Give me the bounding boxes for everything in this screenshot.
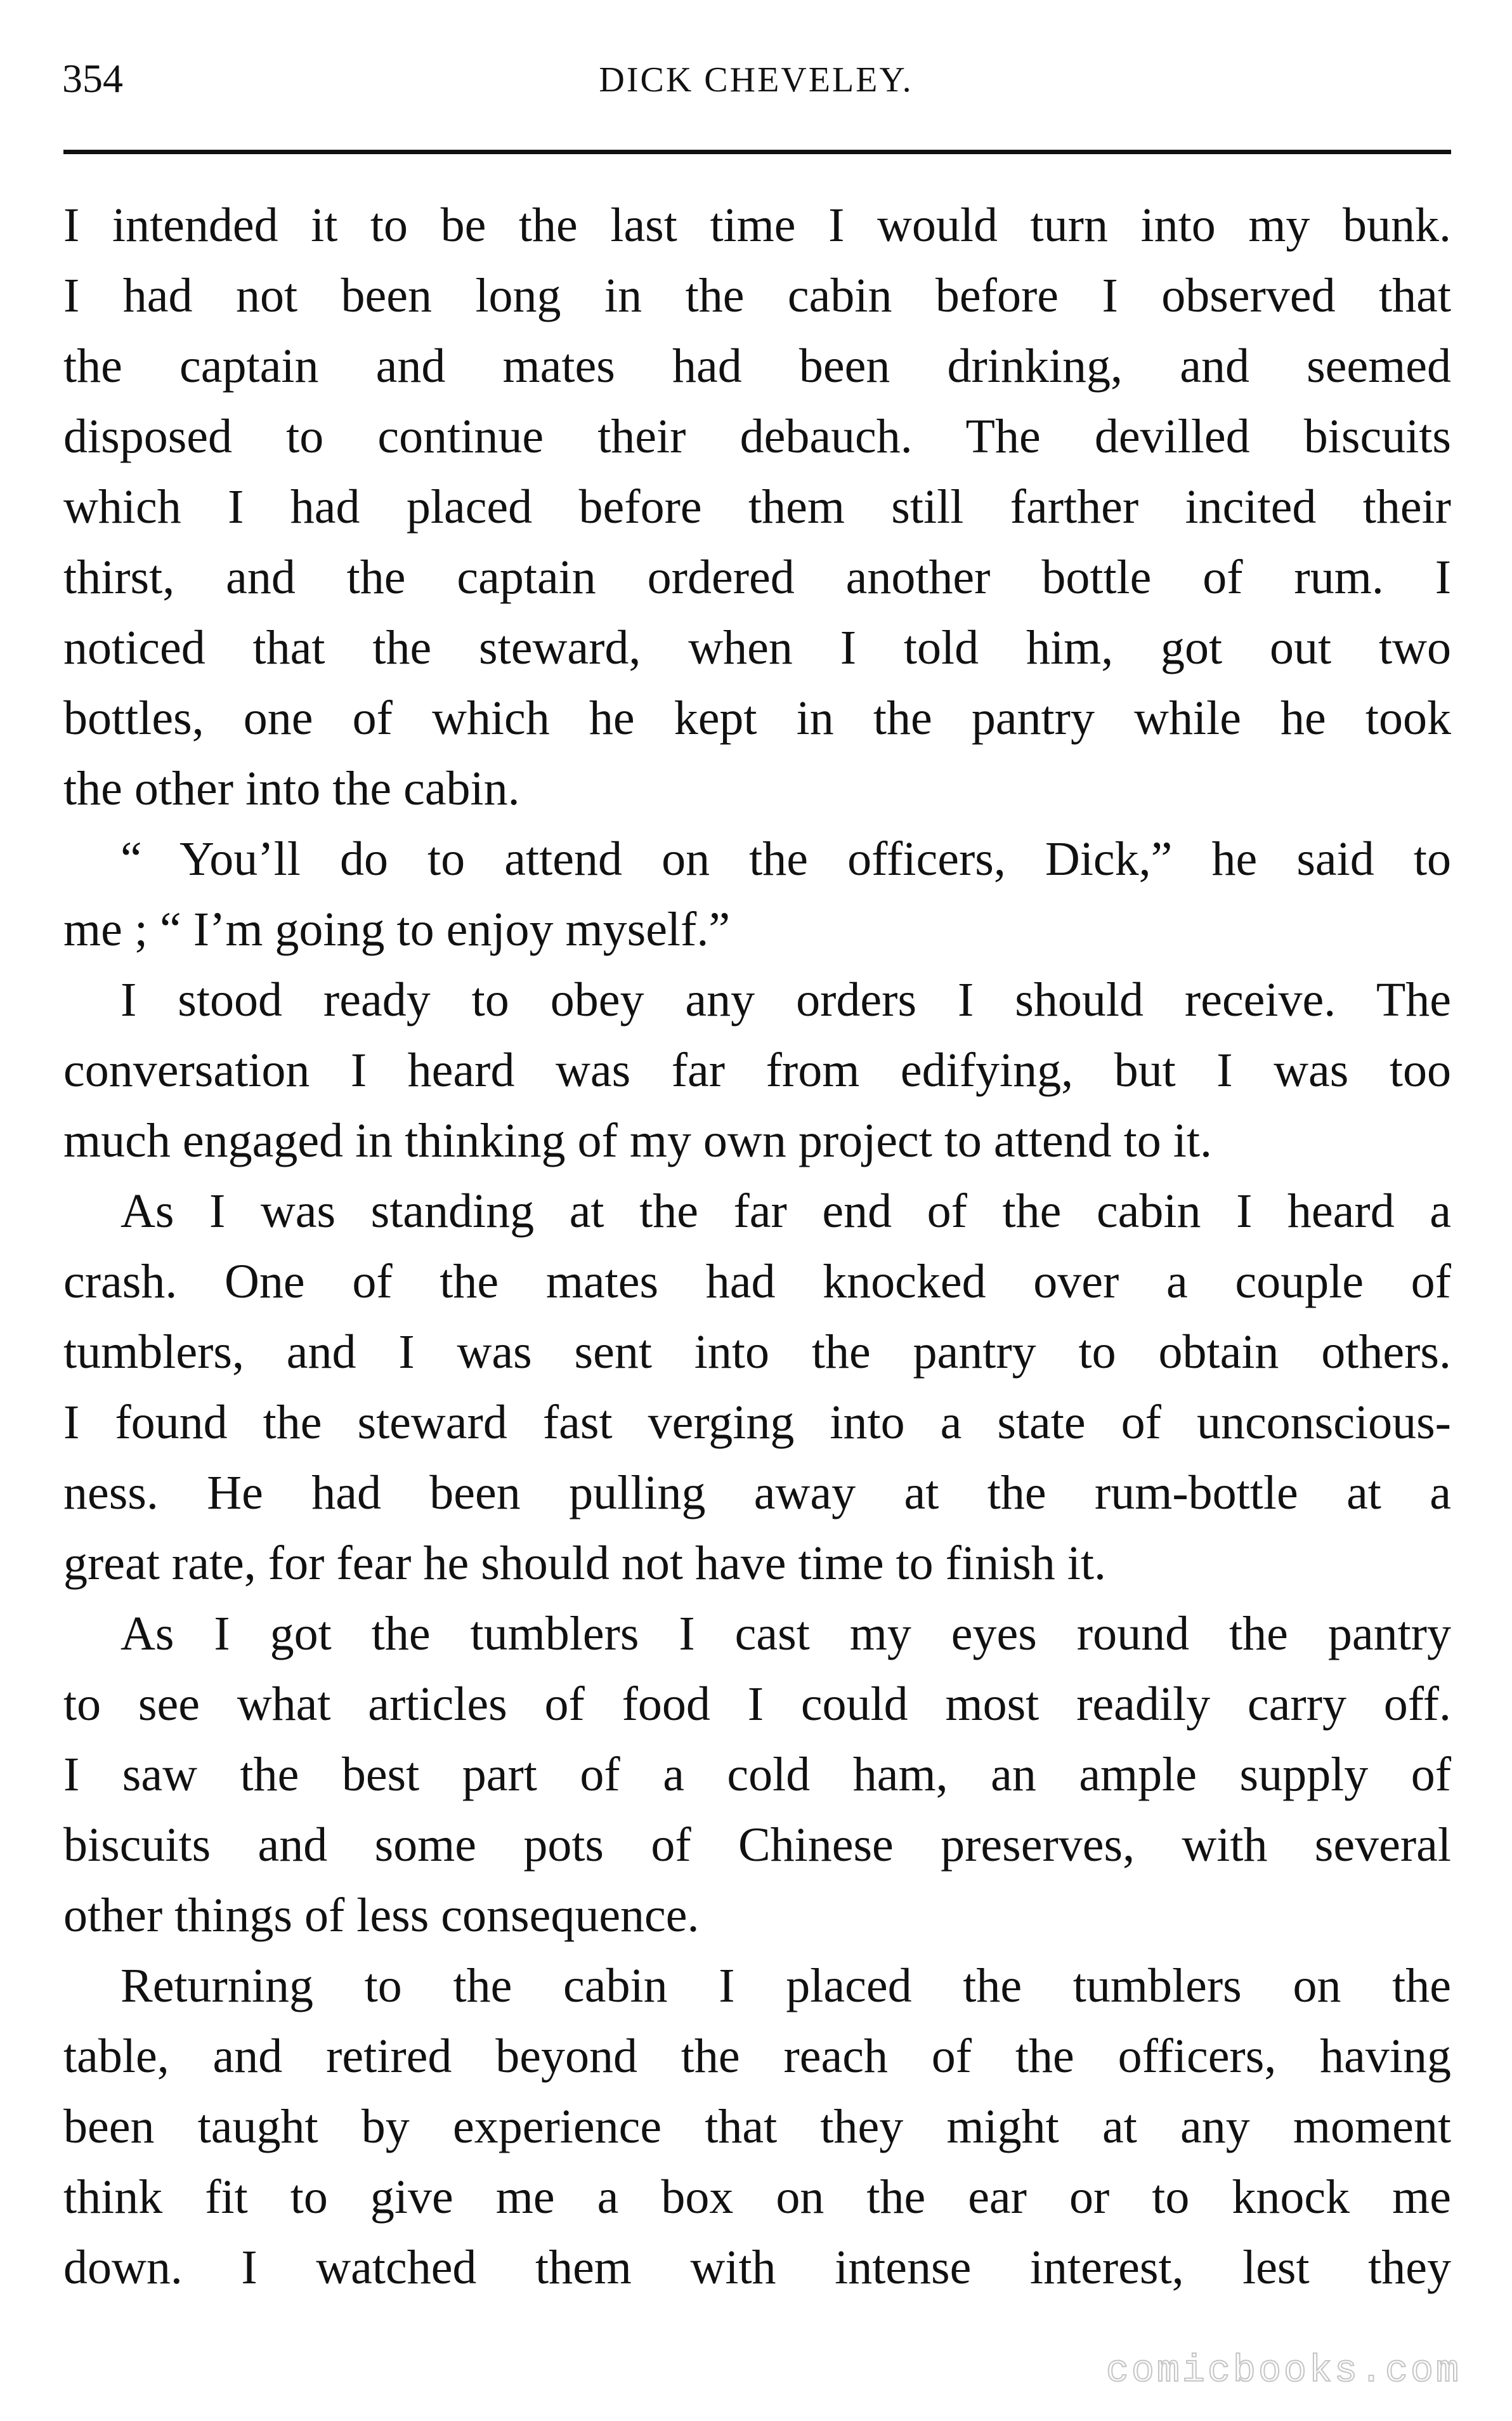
text-line: the other into the cabin. — [63, 762, 520, 815]
page-number: 354 — [62, 56, 123, 101]
text-line: I found the steward fast verging into a state of unconscious- — [63, 1396, 1451, 1449]
text-line: ness. He had been pulling away at the rum-bottle at a — [63, 1466, 1451, 1519]
text-line: been taught by experience that they might at any moment — [63, 2100, 1451, 2153]
text-line: down. I watched them with intense interest, lest they — [63, 2241, 1451, 2294]
header-rule — [63, 150, 1451, 154]
text-line: the captain and mates had been drinking, and seemed — [63, 339, 1451, 393]
text-line: which I had placed before them still farther incited their — [63, 480, 1451, 534]
running-head: DICK CHEVELEY. — [599, 60, 913, 100]
watermark: comicbooks.com — [1105, 2350, 1461, 2393]
text-line: thirst, and the captain ordered another bottle of rum. I — [63, 551, 1451, 604]
text-line: Returning to the cabin I placed the tumblers on the — [121, 1959, 1451, 2012]
paragraph — [63, 190, 1451, 824]
text-line: I saw the best part of a cold ham, an ample supply of — [63, 1748, 1451, 1801]
text-line: “ You’ll do to attend on the officers, Dick,” he said to — [121, 832, 1451, 886]
text-line: me ; “ I’m going to enjoy myself.” — [63, 903, 731, 956]
text-line: crash. One of the mates had knocked over a couple of — [63, 1255, 1451, 1308]
text-line: much engaged in thinking of my own project to attend to it. — [63, 1114, 1212, 1167]
paragraph — [63, 1951, 1451, 2303]
text-line: table, and retired beyond the reach of the officers, having — [63, 2030, 1451, 2083]
text-line: great rate, for fear he should not have time to finish it. — [63, 1537, 1107, 1590]
paragraph — [63, 1599, 1451, 1951]
text-line: other things of less consequence. — [63, 1889, 700, 1942]
text-line: think fit to give me a box on the ear or to knock me — [63, 2170, 1451, 2224]
text-line: bottles, one of which he kept in the pantry while he took — [63, 692, 1451, 745]
paragraph — [63, 824, 1451, 965]
text-line: I intended it to be the last time I would turn into my bunk. — [63, 199, 1451, 252]
text-line: I had not been long in the cabin before I observed that — [63, 269, 1451, 322]
text-line: As I got the tumblers I cast my eyes round the pantry — [121, 1607, 1451, 1660]
text-line: to see what articles of food I could most readily carry off. — [63, 1677, 1451, 1731]
text-line: I stood ready to obey any orders I should receive. The — [121, 973, 1451, 1027]
paragraph — [63, 1176, 1451, 1599]
text-line: disposed to continue their debauch. The devilled biscuits — [63, 410, 1451, 463]
text-line: noticed that the steward, when I told him, got out two — [63, 621, 1451, 674]
text-line: biscuits and some pots of Chinese preserves, with several — [63, 1818, 1451, 1872]
paragraph — [63, 965, 1451, 1176]
text-line: tumblers, and I was sent into the pantry to obtain others. — [63, 1325, 1451, 1379]
body-text — [63, 190, 1451, 2303]
text-line: conversation I heard was far from edifying, but I was too — [63, 1044, 1451, 1097]
text-line: As I was standing at the far end of the cabin I heard a — [121, 1184, 1451, 1238]
